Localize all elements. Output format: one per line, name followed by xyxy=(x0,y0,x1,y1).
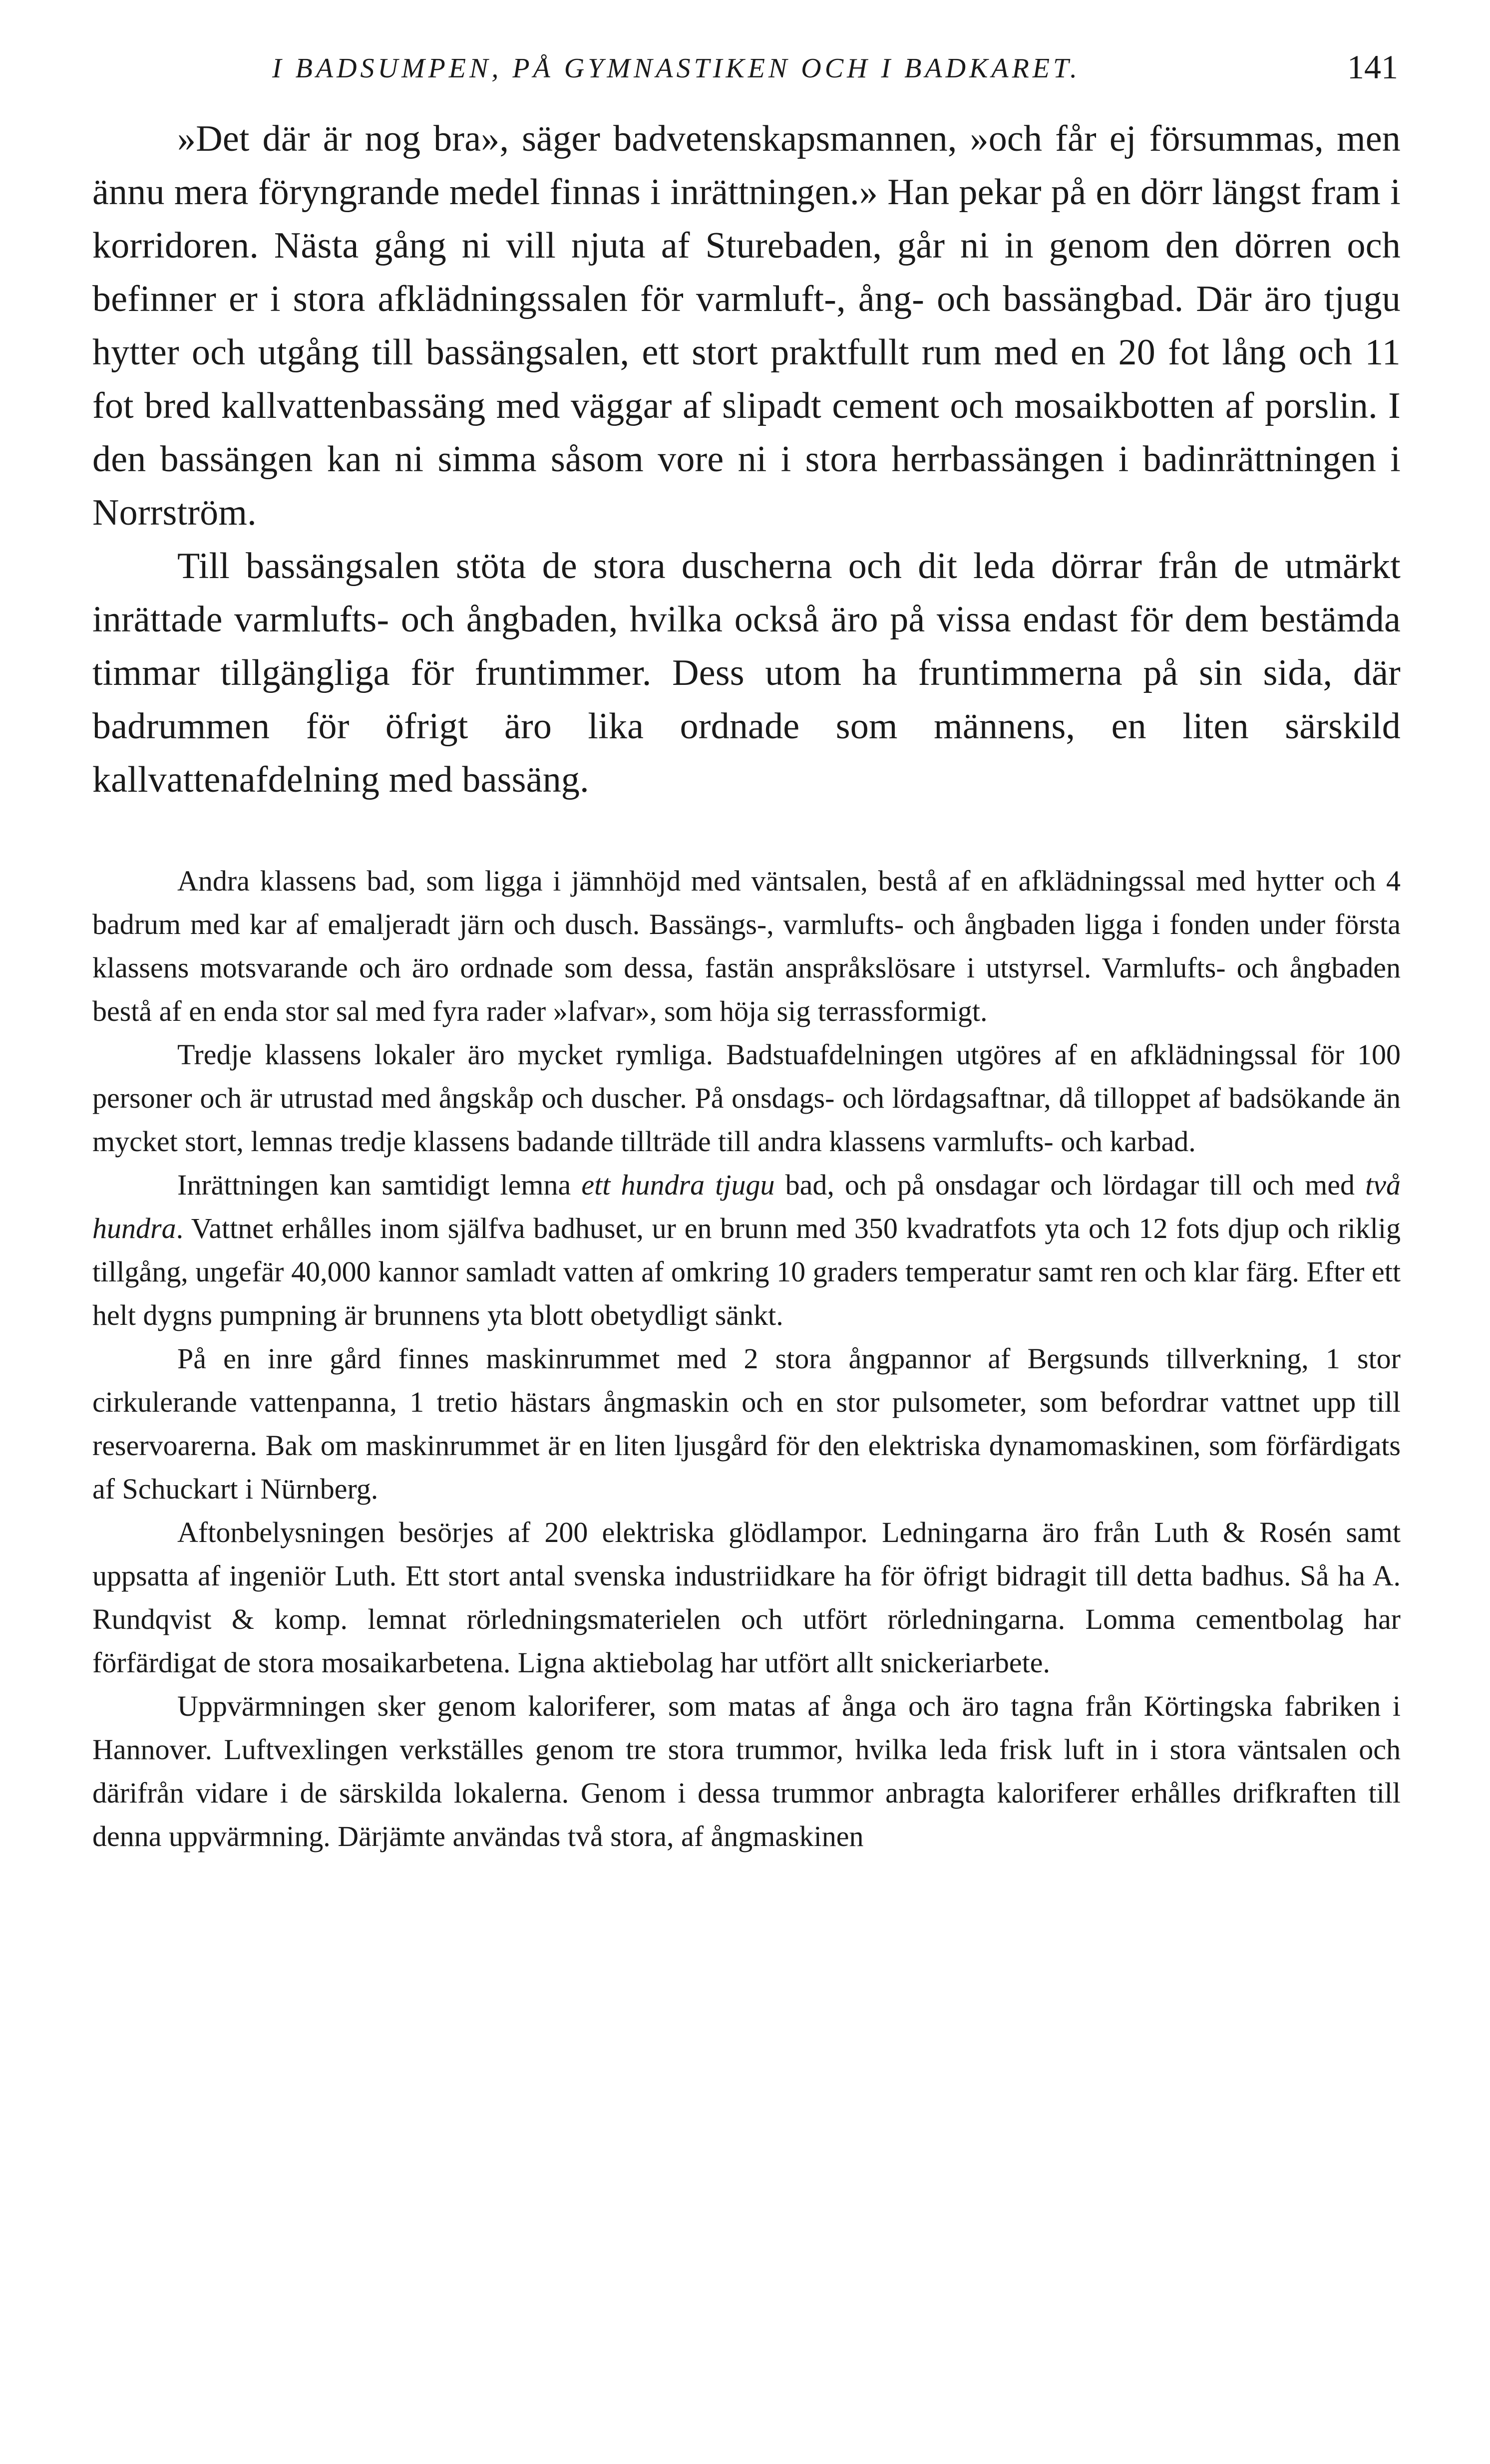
paragraph-text: Inrättningen kan samtidigt lemna xyxy=(177,1169,582,1201)
paragraph xyxy=(92,1337,1401,1511)
paragraph xyxy=(92,1511,1401,1684)
book-page xyxy=(92,47,1401,1858)
paragraph-text: Uppvärmningen sker genom kaloriferer, som matas af ånga och äro tagna från Körtingska fabriken i Hannover. Luftvexlingen verkställes genom tre stora trummor, hvilka leda frisk luft in i stora väntsalen och därifrån vidare i de särskilda lokalerna. Genom i dessa trummor anbragta kaloriferer erhålles drifkraften till denna uppvärmning. Därjämte användas två stora, af ångmaskinen xyxy=(92,1690,1401,1852)
paragraph-text: bad, och på onsdagar och lördagar till och med xyxy=(774,1169,1366,1201)
paragraph xyxy=(92,1163,1401,1337)
paragraph xyxy=(92,859,1401,1033)
section-spacer xyxy=(92,807,1401,859)
paragraph-text: . Vattnet erhålles inom själfva badhuset, ur en brunn med 350 kvadratfots yta och 12 fots djup och riklig tillgång, ungefär 40,000 kannor samladt vatten af omkring 10 graders temperatur samt ren och klar färg. Efter ett helt dygns pumpning är brunnens yta blott obetydligt sänkt. xyxy=(92,1212,1401,1331)
emphasis-text: två hundra xyxy=(92,1169,1401,1244)
large-text-section xyxy=(92,112,1401,807)
paragraph-text: På en inre gård finnes maskinrummet med 2 stora ångpannor af Bergsunds tillverkning, 1 stor cirkulerande vattenpanna, 1 tretio hästars ångmaskin och en stor pulsometer, som befordrar vattnet upp till reservoarerna. Bak om maskinrummet är en liten ljusgård för den elektriska dynamomaskinen, som förfärdigats af Schuckart i Nürnberg. xyxy=(92,1342,1401,1505)
small-text-section xyxy=(92,859,1401,1858)
paragraph-text: Tredje klassens lokaler äro mycket rymliga. Badstuafdelningen utgöres af en afklädningssal för 100 personer och är utrustad med ångskåp och duscher. På onsdags- och lördagsaftnar, då tilloppet af badsökande än mycket stort, lemnas tredje klassens badande tillträde till andra klassens varmlufts- och karbad. xyxy=(92,1038,1401,1158)
running-title: I BADSUMPEN, PÅ GYMNASTIKEN OCH I BADKARET. xyxy=(272,53,1081,84)
paragraph-text: Aftonbelysningen besörjes af 200 elektriska glödlampor. Ledningarna äro från Luth & Rosén samt uppsatta af ingeniör Luth. Ett stort antal svenska industriidkare ha för öfrigt bidragit till detta badhus. Så ha A. Rundqvist & komp. lemnat rörledningsmaterielen och utfört rörledningarna. Lomma cementbolag har förfärdigat de stora mosaikarbetena. Ligna aktiebolag har utfört allt snickeriarbete. xyxy=(92,1516,1401,1679)
paragraph xyxy=(92,1033,1401,1163)
paragraph: »Det där är nog bra», säger badvetenskapsmannen, »och får ej försummas, men ännu mera föryngrande medel finnas i inrättningen.» Han pekar på en dörr längst fram i korridoren. Nästa gång ni vill njuta af Sturebaden, går ni in genom den dörren och befinner er i stora afklädningssalen för varmluft-, ång- och bassängbad. Där äro tjugu hytter och utgång till bassängsalen, ett stort praktfullt rum med en 20 fot lång och 11 fot bred kallvattenbassäng med väggar af slipadt cement och mosaikbotten af porslin. I den bassängen kan ni simma såsom vore ni i stora herrbassängen i badinrättningen i Norrström. xyxy=(92,118,1401,533)
paragraph: Till bassängsalen stöta de stora duscherna och dit leda dörrar från de utmärkt inrättade varmlufts- och ångbaden, hvilka också äro på vissa endast för dem bestämda timmar tillgängliga för fruntimmer. Dess utom ha fruntimmerna på sin sida, där badrummen för öfrigt äro lika ordnade som männens, en liten särskild kallvattenafdelning med bassäng. xyxy=(92,546,1401,800)
emphasis-text: ett hundra tjugu xyxy=(581,1169,775,1201)
page-number: 141 xyxy=(1347,48,1398,86)
running-head xyxy=(92,47,1401,97)
paragraph-text: Andra klassens bad, som ligga i jämnhöjd med väntsalen, bestå af en afklädningssal med hytter och 4 badrum med kar af emaljeradt järn och dusch. Bassängs-, varmlufts- och ångbaden ligga i fonden under första klassens motsvarande och äro ordnade som dessa, fastän anspråkslösare i utstyrsel. Varmlufts- och ångbaden bestå af en enda stor sal med fyra rader »lafvar», som höja sig terrassformigt. xyxy=(92,865,1401,1027)
paragraph xyxy=(92,1684,1401,1858)
